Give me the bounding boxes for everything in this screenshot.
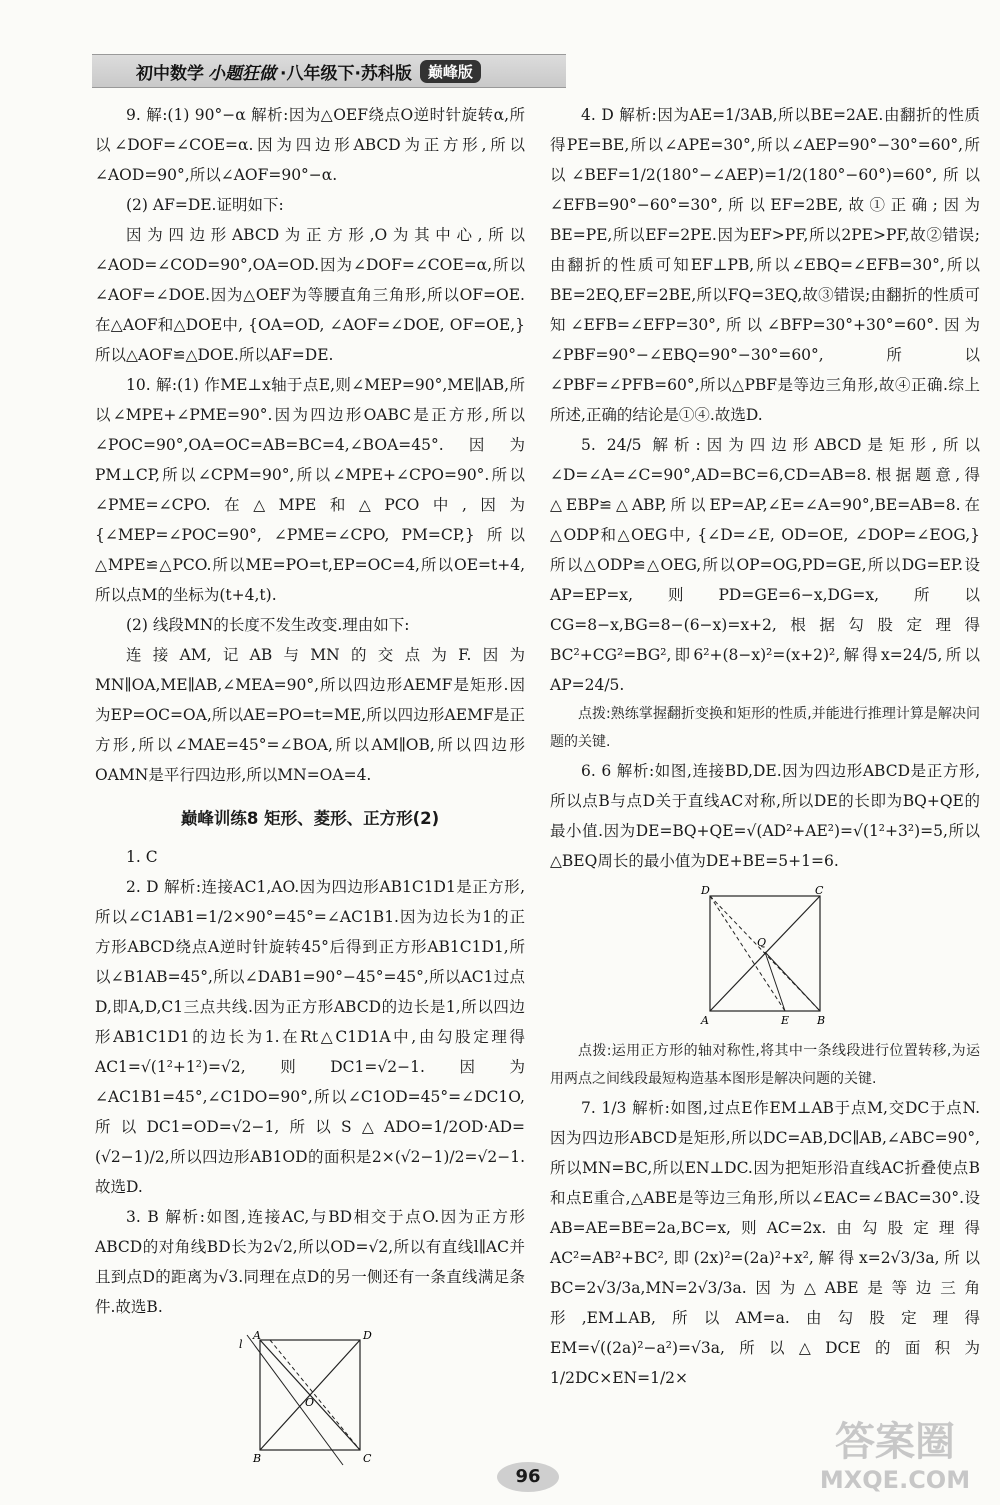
answer-4: 4. D 解析:因为AE=1/3AB,所以BE=2AE.由翻折的性质得PE=BE,所以∠APE=30°,所以∠AEP=90°−30°=60°,所以∠BEF=1/2(180°−∠AEP)=1/2(180°−60°)=60°,所以∠EFB=90°−60°=30°,所以EF=2BE,故①正确;因为BE=PE,所以EF=2PE.因为EF>PF,所以2PE>PF,故②错误;由翻折的性质可知EF⊥PB,所以∠EBQ=∠EFB=30°,所以BE=2EQ,EF=2BE,所以FQ=3EQ,故③错误;由翻折的性质可知∠EFB=∠EFP=30°,所以∠BFP=30°+30°=60°.因为∠PBF=90°−∠EBQ=90°−30°=60°,所以∠PBF=∠PFB=60°,所以△PBF是等边三角形,故④正确.综上所述,正确的结论是①④.故选D. bbox=[550, 106, 980, 424]
answer-7: 7. 1/3 解析:如图,过点E作EM⊥AB于点M,交DC于点N.因为四边形ABCD是矩形,所以DC=AB,DC∥AB,∠ABC=90°,所以MN=BC,所以EN⊥DC.因为把矩形沿直线AC折叠使点B和点E重合,△ABE是等边三角形,所以∠EAC=∠BAC=30°.设AB=AE=BE=2a,BC=x,则AC=2x.由勾股定理得AC²=AB²+BC²,即(2x)²=(2a)²+x²,解得x=2√3/3a,所以BC=2√3/3a,MN=2√3/3a.因为△ABE是等边三角形,EM⊥AB,所以AM=a.由勾股定理得EM=√((2a)²−a²)=√3a,所以△DCE的面积为1/2DC×EN=1/2× bbox=[550, 1099, 980, 1387]
label-A: A bbox=[253, 1330, 261, 1342]
label-Q: Q bbox=[757, 936, 767, 949]
tip-5: 点拨:熟练掌握翻折变换和矩形的性质,并能进行推理计算是解决问题的关键. bbox=[550, 706, 980, 750]
answer-9-proof: 因为四边形ABCD为正方形,O为其中心,所以∠AOD=∠COD=90°,OA=OD.因为∠DOF=∠COE=α,所以∠AOF=∠DOE.因为△OEF为等腰直角三角形,所以OF=OE.在△AOF和△DOE中, {OA=OD, ∠AOF=∠DOE, OF=OE,} 所以△AOF≌△DOE.所以AF=DE. bbox=[95, 226, 525, 364]
answer-10-part1: 10. 解:(1) 作ME⊥x轴于点E,则∠MEP=90°,ME∥AB,所以∠MPE+∠PME=90°.因为四边形OABC是正方形,所以∠POC=90°,OA=OC=AB=BC=4,∠BOA=45°.因为PM⊥CP,所以∠CPM=90°,所以∠MPE+∠CPO=90°.所以∠PME=∠CPO.在△MPE和△PCO中,因为 {∠MEP=∠POC=90°, ∠PME=∠CPO, PM=CP,} 所以△MPE≌△PCO.所以ME=PO=t,EP=OC=4,所以OE=t+4,所以点M的坐标为(t+4,t). bbox=[95, 376, 525, 604]
site-watermark bbox=[800, 1418, 990, 1498]
label-C: C bbox=[815, 884, 824, 897]
label-E: E bbox=[781, 1014, 790, 1027]
label-C: C bbox=[363, 1452, 372, 1465]
answer-10-part2: (2) 线段MN的长度不发生改变.理由如下: bbox=[126, 616, 410, 634]
edition-badge: 巅峰版 bbox=[420, 60, 481, 83]
answer-2: 2. D 解析:连接AC1,AO.因为四边形AB1C1D1是正方形,所以∠C1AB1=1/2×90°=45°=∠AC1B1.因为边长为1的正方形ABCD绕点A逆时针旋转45°后得到正方形AB1C1D1,所以∠B1AB=45°,所以∠DAB1=90°−45°=45°,所以AC1过点D,即A,D,C1三点共线.因为正方形ABCD的边长是1,所以四边形AB1C1D1的边长为1.在Rt△C1D1A中,由勾股定理得AC1=√(1²+1²)=√2,则DC1=√2−1.因为∠AC1B1=45°,∠C1DO=90°,所以∠C1OD=45°=∠DC1O,所以DC1=OD=√2−1,所以S△ADO=1/2OD·AD=(√2−1)/2,所以四边形AB1OD的面积是2×(√2−1)/2=√2−1.故选D. bbox=[95, 878, 525, 1196]
series-logo: 小题狂做 bbox=[208, 63, 276, 84]
label-B: B bbox=[817, 1014, 826, 1027]
label-D: D bbox=[363, 1330, 372, 1342]
answer-1: 1. C bbox=[126, 848, 158, 866]
page-number: 96 bbox=[497, 1462, 559, 1492]
answer-9-part2: (2) AF=DE.证明如下: bbox=[126, 196, 284, 214]
square-figure-6 bbox=[695, 884, 835, 1029]
tip-6: 点拨:运用正方形的轴对称性,将其中一条线段进行位置转移,为运用两点之间线段最短构造基本图形是解决问题的关键. bbox=[550, 1043, 980, 1087]
answer-3: 3. B 解析:如图,连接AC,与BD相交于点O.因为正方形ABCD的对角线BD长为2√2,所以OD=√2,所以有直线l∥AC并且到点D的距离为√3.同理在点D的另一侧还有一条直线满足条件.故选B. bbox=[95, 1208, 525, 1316]
watermark-logo: 答案圈 bbox=[835, 1419, 955, 1465]
square-figure-3 bbox=[235, 1330, 385, 1470]
right-column bbox=[550, 100, 980, 1393]
label-D: D bbox=[701, 884, 710, 897]
book-subtitle: ·八年级下·苏科版 bbox=[280, 63, 412, 84]
section-title: 巅峰训练8 矩形、菱形、正方形(2) bbox=[180, 809, 440, 828]
label-l: l bbox=[239, 1338, 243, 1351]
answer-10-proof: 连接AM,记AB与MN的交点为F.因为MN∥OA,ME∥AB,∠MEA=90°,所以四边形AEMF是矩形.因为EP=OC=OA,所以AE=PO=t=ME,所以四边形AEMF是正方形,所以∠MAE=45°=∠BOA,所以AM∥OB,所以四边形OAMN是平行四边形,所以MN=OA=4. bbox=[95, 646, 525, 784]
label-B: B bbox=[253, 1452, 262, 1465]
answer-5: 5. 24/5 解析:因为四边形ABCD是矩形,所以∠D=∠A=∠C=90°,AD=BC=6,CD=AB=8.根据题意,得△EBP≌△ABP,所以EP=AP,∠E=∠A=90°,BE=AB=8.在△ODP和△OEG中, {∠D=∠E, OD=OE, ∠DOP=∠EOG,} 所以△ODP≌△OEG,所以OP=OG,PD=GE,所以DG=EP.设AP=EP=x,则PD=GE=6−x,DG=x,所以CG=8−x,BG=8−(6−x)=x+2,根据勾股定理得BC²+CG²=BG²,即6²+(8−x)²=(x+2)²,解得x=24/5,所以AP=24/5. bbox=[550, 436, 980, 694]
answer-6: 6. 6 解析:如图,连接BD,DE.因为四边形ABCD是正方形,所以点B与点D关于直线AC对称,所以DE的长即为BQ+QE的最小值.因为DE=BQ+QE=√(AD²+AE²)=√(1²+3²)=5,所以△BEQ周长的最小值为DE+BE=5+1=6. bbox=[550, 762, 980, 870]
book-title: 初中数学 bbox=[136, 63, 204, 84]
left-column bbox=[95, 100, 525, 1478]
label-O: O bbox=[305, 1396, 315, 1409]
answer-9-part1: 9. 解:(1) 90°−α 解析:因为△OEF绕点O逆时针旋转α,所以∠DOF=∠COE=α.因为四边形ABCD为正方形,所以∠AOD=90°,所以∠AOF=90°−α. bbox=[95, 106, 525, 184]
label-A: A bbox=[701, 1014, 709, 1027]
watermark-url: MXQE.COM bbox=[819, 1466, 971, 1494]
page-header bbox=[92, 54, 566, 88]
